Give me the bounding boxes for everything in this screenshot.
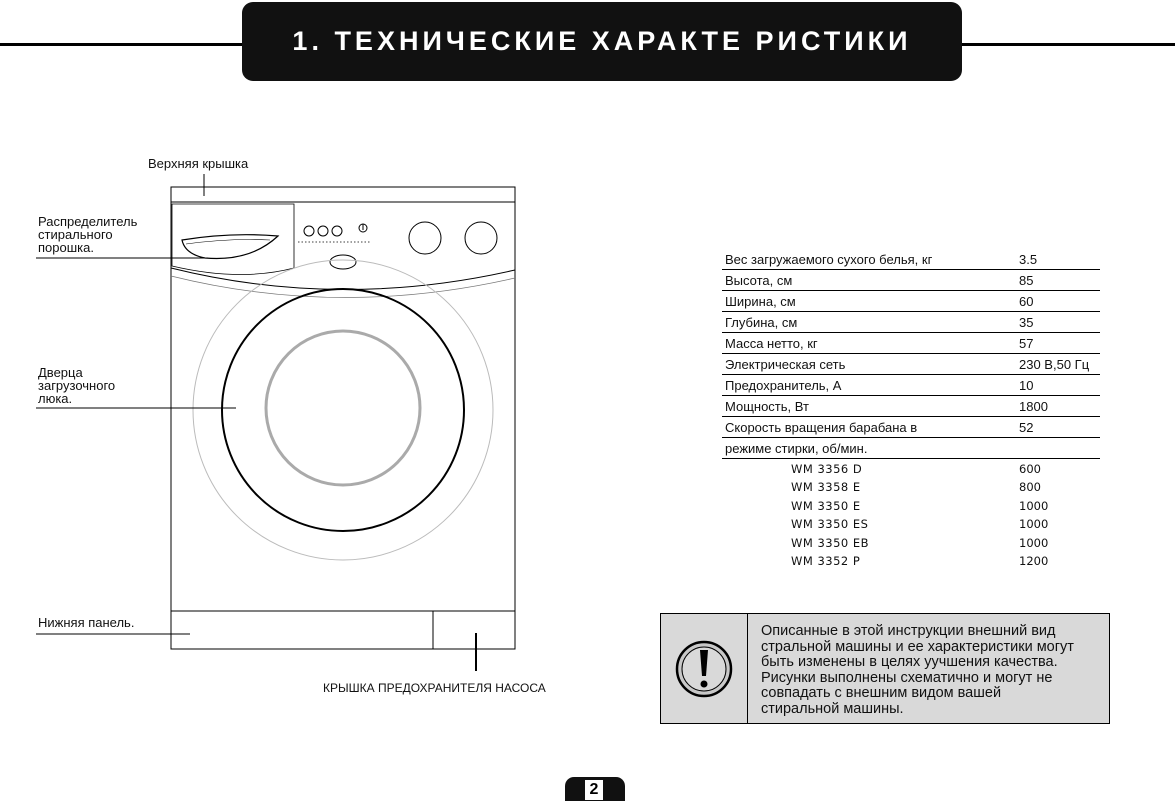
spec-value: 35: [1019, 315, 1034, 330]
model-name: WM 3350 E: [791, 498, 861, 513]
label-door-1: Дверца: [38, 365, 83, 380]
spec-label: Мощность, Вт: [725, 399, 809, 414]
spec-value: 3.5: [1019, 252, 1038, 267]
model-speed: 800: [1019, 480, 1041, 495]
spec-value: 60: [1019, 294, 1034, 309]
label-door-3: люка.: [38, 391, 73, 406]
spec-row: [722, 375, 1100, 396]
spec-row: [722, 291, 1100, 312]
model-speed: 1000: [1019, 535, 1049, 550]
model-speed: 600: [1019, 462, 1041, 476]
note-line: Рисунки выполнены схематично и могут не: [761, 669, 1053, 686]
spec-label: Вес загружаемого сухого белья, кг: [725, 252, 933, 267]
spec-value: 1800: [1019, 399, 1048, 414]
indicator-light: [318, 226, 328, 236]
model-row: [722, 459, 1100, 477]
spec-value: 57: [1019, 336, 1034, 351]
indicator-light: [332, 226, 342, 236]
note-text: [761, 624, 1106, 717]
model-row: [722, 514, 1100, 532]
temperature-knob: [465, 222, 497, 254]
spec-row: [722, 333, 1100, 354]
model-name: WM 3358 E: [791, 480, 861, 495]
model-row: [722, 477, 1100, 495]
note-line: стиральной машины.: [761, 700, 904, 717]
spec-value: 52: [1019, 420, 1034, 435]
door-glass: [266, 331, 420, 485]
page-title: 1. ТЕХНИЧЕСКИЕ ХАРАКТЕ РИСТИКИ: [242, 2, 962, 81]
spec-label: Ширина, см: [725, 294, 796, 309]
model-name: WM 3350 ES: [791, 517, 869, 532]
model-row: [722, 551, 1100, 569]
door-release-button: [330, 255, 356, 269]
spec-row: [722, 396, 1100, 417]
label-top-cover: Верхняя крышка: [148, 156, 249, 171]
spec-value: 230 В,50 Гц: [1019, 357, 1090, 372]
model-speed: 1200: [1019, 553, 1049, 568]
spec-label: Глубина, см: [725, 315, 798, 330]
spec-row: [722, 312, 1100, 333]
spec-label: Масса нетто, кг: [725, 336, 818, 351]
note-icon-cell: [661, 614, 748, 723]
note-line: быть изменены в целях уучшения качества.: [761, 654, 1058, 670]
spec-label: Скорость вращения барабана в: [725, 420, 918, 435]
note-line: совпадать с внешним видом вашей: [761, 685, 1002, 701]
model-name: WM 3352 P: [791, 553, 861, 568]
control-panel-edge: [171, 268, 515, 290]
top-cover: [171, 187, 515, 202]
model-name: WM 3350 EB: [791, 535, 870, 550]
label-dispenser-2: стирального: [38, 227, 113, 242]
door-outer-ring: [193, 260, 493, 560]
spec-row: [722, 270, 1100, 291]
model-speed: 1000: [1019, 517, 1049, 532]
spec-label: Предохранитель, А: [725, 378, 842, 393]
spec-row: [722, 417, 1100, 438]
spec-label: Высота, см: [725, 273, 793, 288]
exclamation-icon: [661, 614, 748, 722]
indicator-light: [304, 226, 314, 236]
label-bottom-panel: Нижняя панель.: [38, 615, 135, 630]
spec-table: [722, 249, 1100, 569]
model-speed: 1000: [1019, 498, 1049, 513]
program-knob: [409, 222, 441, 254]
spec-label: Электрическая сеть: [725, 357, 846, 372]
label-dispenser-3: порошка.: [38, 240, 94, 255]
model-row: [722, 496, 1100, 514]
spec-row: [722, 438, 1100, 459]
label-pump-cover: КРЫШКА ПРЕДОХРАНИТЕЛЯ НАСОСА: [323, 681, 546, 695]
label-dispenser-1: Распределитель: [38, 214, 138, 229]
page-number-tab: [565, 777, 625, 801]
spec-value: 10: [1019, 378, 1034, 393]
model-row: [722, 533, 1100, 551]
note-line: стральной машины и ее характеристики могут: [761, 638, 1074, 655]
page-number: 2: [585, 780, 603, 800]
spec-row: [722, 354, 1100, 375]
spec-row: [722, 249, 1100, 270]
note-box: [660, 613, 1110, 724]
spec-value: 85: [1019, 273, 1034, 288]
note-line: Описанные в этой инструкции внешний вид: [761, 623, 1056, 639]
label-door-2: загрузочного: [38, 378, 116, 393]
model-name: WM 3356 D: [791, 462, 863, 476]
door-frame: [222, 289, 464, 531]
spec-label: режиме стирки, об/мин.: [725, 441, 868, 456]
